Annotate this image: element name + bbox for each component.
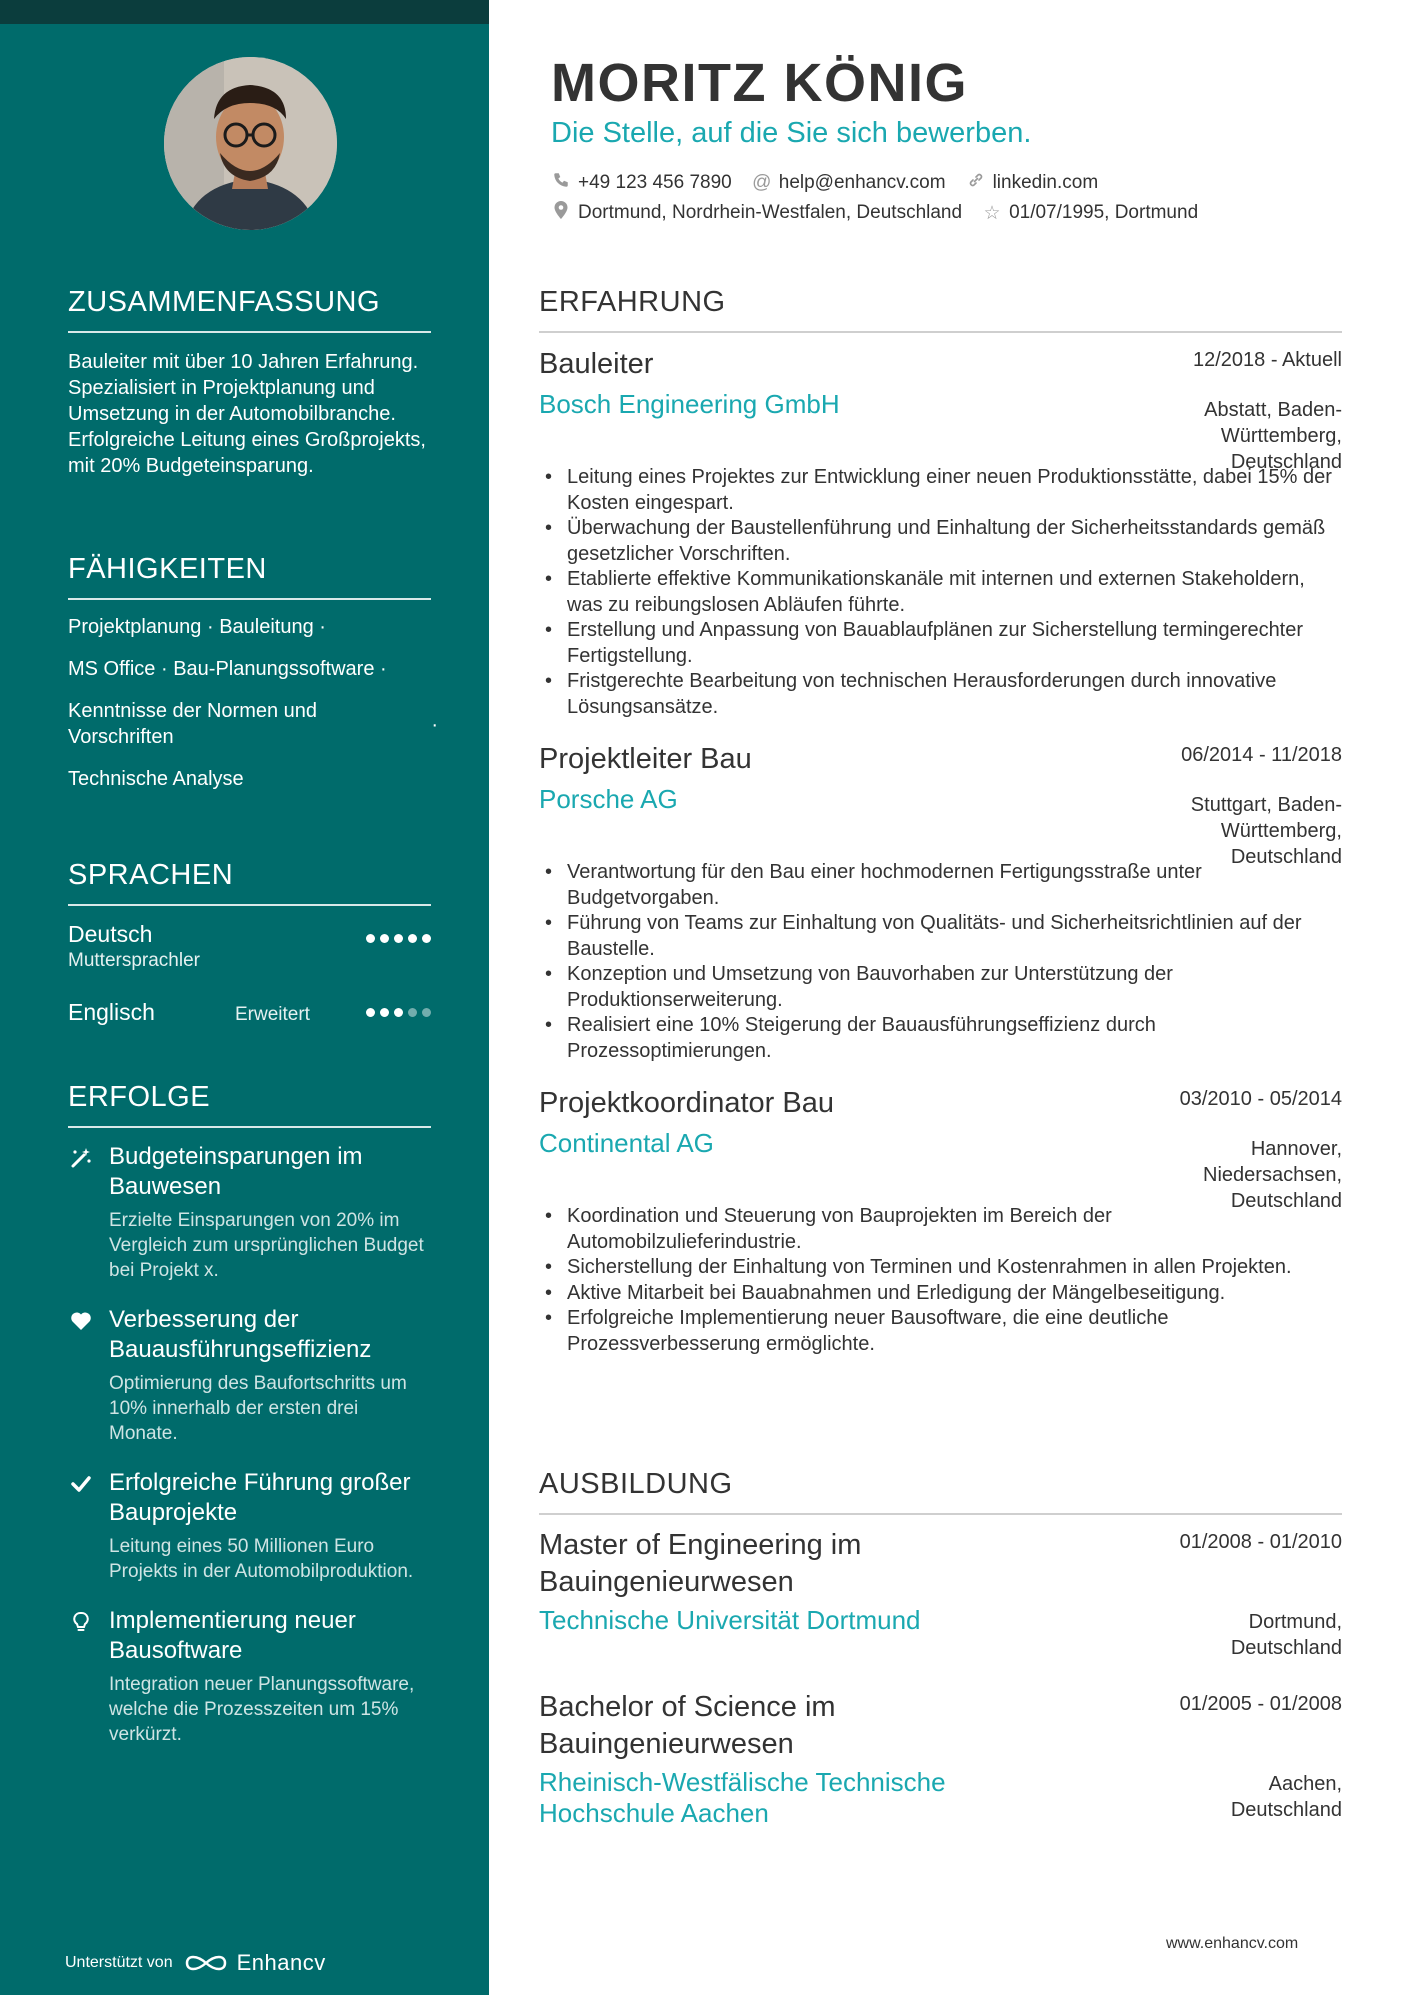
job-date: 12/2018 - Aktuell — [1193, 349, 1342, 371]
achievement-item — [68, 1305, 431, 1446]
contact-line — [551, 198, 1331, 228]
job-bullets — [539, 860, 1342, 1064]
email-text: help@enhancv.com — [778, 172, 946, 193]
achievements-heading: ERFOLGE — [68, 1081, 431, 1128]
language-item — [68, 998, 431, 1034]
job-bullets — [539, 1204, 1342, 1357]
education-date: 01/2008 - 01/2010 — [1179, 1531, 1342, 1553]
job-entry — [539, 1084, 1342, 1357]
job-bullet: • Realisiert eine 10% Steigerung der Bauausführungseffizienz durch Prozessoptimierungen. — [539, 1013, 1342, 1064]
job-entry — [539, 345, 1342, 720]
candidate-role: Die Stelle, auf die Sie sich bewerben. — [551, 117, 1032, 149]
languages-section — [68, 859, 431, 1034]
achievement-desc: Erzielte Einsparungen von 20% im Vergleich zum ursprünglichen Budget bei Projekt x. — [109, 1210, 424, 1281]
rating-dot — [422, 1008, 431, 1017]
education-head — [539, 1527, 1342, 1601]
education-location: Dortmund, Deutschland — [1230, 1611, 1342, 1659]
education-section — [539, 1468, 1342, 1831]
skills-heading: FÄHIGKEITEN — [68, 553, 431, 600]
education-school: Technische Universität Dortmund — [539, 1605, 921, 1635]
education-head — [539, 1689, 1342, 1763]
job-title: Bauleiter — [539, 348, 654, 380]
job-bullet: • Erstellung und Anpassung von Bauablaufplänen zur Sicherstellung termingerechter Fertigstellung. — [539, 618, 1342, 669]
check-icon — [68, 1472, 94, 1498]
job-sub — [539, 782, 1342, 868]
language-rating — [366, 934, 431, 943]
rating-dot — [366, 934, 375, 943]
rating-dot — [422, 934, 431, 943]
job-sub — [539, 1126, 1342, 1212]
star-icon: ☆ — [983, 202, 1001, 224]
phone-text: +49 123 456 7890 — [578, 172, 732, 193]
contact-line — [551, 168, 1331, 198]
achievement-item — [68, 1468, 431, 1584]
candidate-name: MORITZ KÖNIG — [551, 53, 968, 113]
job-bullet: • Konzeption und Umsetzung von Bauvorhaben zur Unterstützung der Produktionserweiterung. — [539, 962, 1342, 1013]
enhancv-brand-text: Enhancv — [236, 1950, 326, 1975]
job-bullet: • Leitung eines Projektes zur Entwicklung einer neuen Produktionsstätte, dabei 15% der Kosten eingespart. — [539, 465, 1342, 516]
language-item — [68, 920, 431, 980]
education-date: 01/2005 - 01/2008 — [1179, 1693, 1342, 1715]
powered-by-label: Unterstützt von — [65, 1954, 173, 1971]
rating-dot — [408, 1008, 417, 1017]
education-sub — [539, 1767, 1342, 1831]
job-head — [539, 1084, 1342, 1126]
language-level: Erweitert — [235, 1004, 310, 1025]
rating-dot — [366, 1008, 375, 1017]
skills-section — [68, 553, 438, 792]
job-company: Bosch Engineering GmbH — [539, 389, 840, 419]
education-heading: AUSBILDUNG — [539, 1468, 1342, 1515]
job-bullet: • Aktive Mitarbeit bei Bauabnahmen und Erledigung der Mängelbeseitigung. — [539, 1281, 1342, 1307]
avatar-illustration — [164, 57, 337, 230]
education-title: Master of Engineering im Bauingenieurwesen — [539, 1529, 862, 1598]
education-title: Bachelor of Science im Bauingenieurwesen — [539, 1691, 836, 1760]
location-text: Dortmund, Nordrhein-Westfalen, Deutschland — [578, 202, 963, 223]
experience-heading: ERFAHRUNG — [539, 286, 1342, 333]
link-icon — [966, 171, 986, 195]
job-location: Stuttgart, Baden-Württemberg, Deutschland — [1190, 794, 1342, 868]
heart-icon — [68, 1309, 94, 1335]
skill-separator: · — [431, 714, 438, 736]
sidebar-top-band — [0, 0, 489, 24]
job-head — [539, 740, 1342, 782]
skill-row: Projektplanung · Bauleitung · — [68, 616, 326, 638]
job-location: Hannover, Niedersachsen, Deutschland — [1203, 1138, 1342, 1212]
achievement-title: Verbesserung der Bauausführungseffizienz — [109, 1306, 372, 1363]
profile-photo — [164, 57, 337, 230]
job-head — [539, 345, 1342, 387]
achievement-desc: Integration neuer Planungssoftware, welche die Prozesszeiten um 15% verkürzt. — [109, 1674, 415, 1745]
enhancv-logo[interactable] — [183, 1950, 326, 1976]
job-date: 03/2010 - 05/2014 — [1179, 1088, 1342, 1110]
achievement-title: Implementierung neuer Bausoftware — [109, 1607, 356, 1664]
achievement-title: Erfolgreiche Führung großer Bauprojekte — [109, 1469, 411, 1526]
achievement-item — [68, 1142, 431, 1283]
enhancv-logo-icon — [183, 1951, 229, 1975]
job-bullet: • Überwachung der Baustellenführung und Einhaltung der Sicherheitsstandards gemäß gesetzlicher Vorschriften. — [539, 516, 1342, 567]
footer-url[interactable]: www.enhancv.com — [1166, 1935, 1299, 1952]
powered-by — [65, 1950, 326, 1976]
language-name: Deutsch — [68, 921, 153, 947]
summary-text: Bauleiter mit über 10 Jahren Erfahrung. Spezialisiert in Projektplanung und Umsetzung in der Automobilbranche. Erfolgreiche Leitung eines Großprojekts, mit 20% Budgeteinsparung. — [68, 351, 426, 477]
at-icon: @ — [752, 172, 772, 193]
magic-wand-icon — [68, 1146, 94, 1172]
job-bullet: • Koordination und Steuerung von Bauprojekten im Bereich der Automobilzulieferindustrie. — [539, 1204, 1342, 1255]
skill-row: Technische Analyse — [68, 768, 244, 790]
education-school: Rheinisch-Westfälische Technische Hochschule Aachen — [539, 1767, 946, 1828]
sidebar — [0, 0, 489, 1995]
achievements-section — [68, 1081, 431, 1747]
rating-dot — [394, 1008, 403, 1017]
rating-dot — [380, 1008, 389, 1017]
job-bullet: • Sicherstellung der Einhaltung von Terminen und Kostenrahmen in allen Projekten. — [539, 1255, 1342, 1281]
rating-dot — [408, 934, 417, 943]
linkedin-text: linkedin.com — [992, 172, 1099, 193]
job-bullet: • Verantwortung für den Bau einer hochmodernen Fertigungsstraße unter Budgetvorgaben. — [539, 860, 1342, 911]
birth-text: 01/07/1995, Dortmund — [1009, 202, 1199, 223]
job-bullet: • Fristgerechte Bearbeitung von technischen Herausforderungen durch innovative Lösungsansätze. — [539, 669, 1342, 720]
education-location: Aachen, Deutschland — [1230, 1773, 1342, 1821]
contact-phone[interactable] — [551, 171, 732, 195]
achievement-item — [68, 1606, 431, 1747]
summary-heading: ZUSAMMENFASSUNG — [68, 286, 431, 333]
job-bullet: • Erfolgreiche Implementierung neuer Bausoftware, die eine deutliche Prozessverbesserung ermöglichte. — [539, 1306, 1342, 1357]
phone-icon — [551, 171, 571, 195]
job-bullet: • Führung von Teams zur Einhaltung von Qualitäts- und Sicherheitsrichtlinien auf der Baustelle. — [539, 911, 1342, 962]
contact-email[interactable] — [752, 172, 946, 194]
job-title: Projektleiter Bau — [539, 743, 752, 775]
language-name: Englisch — [68, 999, 155, 1025]
languages-heading: SPRACHEN — [68, 859, 431, 906]
job-date: 06/2014 - 11/2018 — [1181, 744, 1342, 766]
job-company: Porsche AG — [539, 784, 678, 814]
achievement-desc: Optimierung des Baufortschritts um 10% innerhalb der ersten drei Monate. — [109, 1373, 407, 1444]
skill-row: MS Office · Bau-Planungssoftware · — [68, 658, 387, 680]
language-rating — [366, 1008, 431, 1017]
lightbulb-icon — [68, 1610, 94, 1636]
rating-dot — [380, 934, 389, 943]
job-bullet: • Etablierte effektive Kommunikationskanäle mit internen und externen Stakeholdern, was zu reibungslosen Abläufen führte. — [539, 567, 1342, 618]
education-sub — [539, 1605, 1342, 1669]
job-title: Projektkoordinator Bau — [539, 1087, 834, 1119]
skill-row — [68, 698, 438, 750]
skills-list — [68, 614, 438, 792]
achievement-title: Budgeteinsparungen im Bauwesen — [109, 1143, 363, 1200]
achievement-desc: Leitung eines 50 Millionen Euro Projekts in der Automobilproduktion. — [109, 1536, 414, 1582]
job-location: Abstatt, Baden-Württemberg, Deutschland — [1204, 399, 1342, 473]
contact-location — [551, 200, 962, 226]
education-entry — [539, 1527, 1342, 1669]
skill-row-text: Kenntnisse der Normen und Vorschriften — [68, 700, 318, 748]
contact-birth — [982, 202, 1198, 225]
language-level: Muttersprachler — [68, 950, 200, 971]
contact-linkedin[interactable] — [966, 171, 1099, 195]
contact-info — [551, 168, 1331, 228]
experience-section — [539, 286, 1342, 1357]
job-bullets — [539, 465, 1342, 720]
job-company: Continental AG — [539, 1128, 714, 1158]
education-entry — [539, 1689, 1342, 1831]
location-pin-icon — [551, 200, 571, 226]
summary-section — [68, 286, 431, 479]
job-entry — [539, 740, 1342, 1064]
job-sub — [539, 387, 1342, 473]
rating-dot — [394, 934, 403, 943]
